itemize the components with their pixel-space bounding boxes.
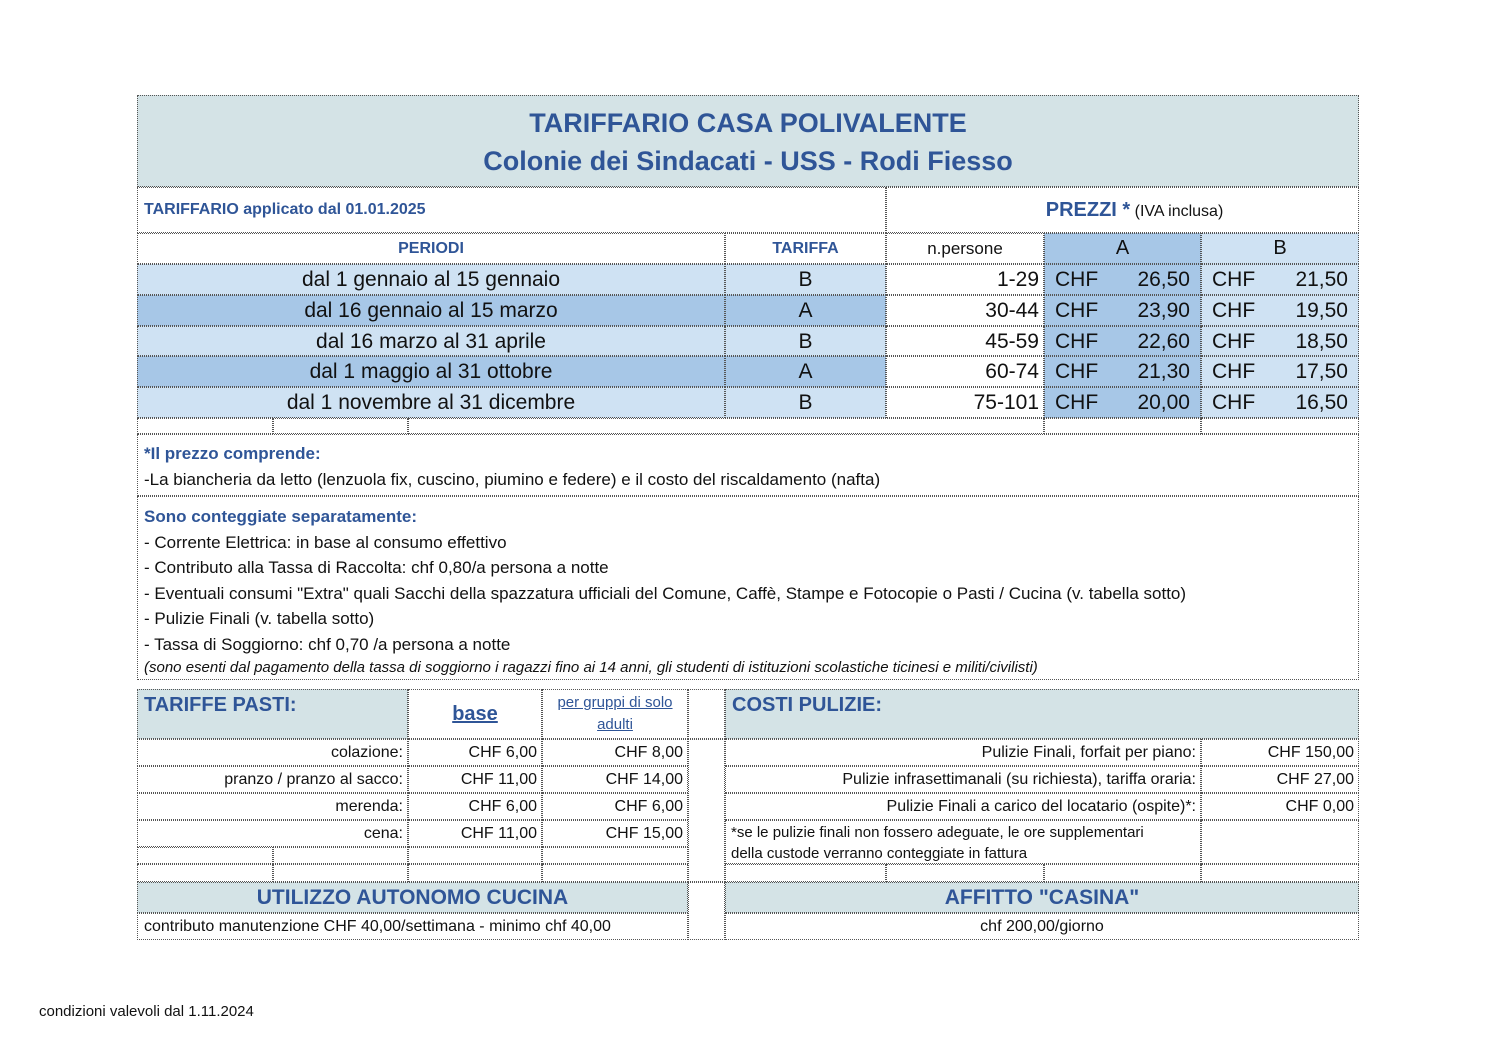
price-value: 21,30 [1137, 360, 1190, 383]
meals-adults-header [542, 689, 688, 739]
tariff-applied-cell [137, 187, 886, 233]
period-cell: dal 1 maggio al 31 ottobre [137, 356, 725, 387]
currency: CHF [1055, 268, 1099, 291]
persons-cell: 1-29 [886, 264, 1044, 295]
spacer-cell [1201, 418, 1359, 434]
price-value: 16,50 [1295, 391, 1348, 414]
price-value: 23,90 [1137, 299, 1190, 322]
currency: CHF [1055, 391, 1099, 414]
meal-base-price: CHF 6,00 [408, 739, 542, 766]
prices-label: PREZZI * [1045, 199, 1131, 221]
currency: CHF [1055, 360, 1099, 383]
price-b-cell [1201, 326, 1359, 356]
spacer-cell [1201, 820, 1359, 864]
period-cell: dal 16 marzo al 31 aprile [137, 326, 725, 356]
prices-header-cell [886, 187, 1359, 233]
price-b-cell [1201, 387, 1359, 418]
tariff-cell: B [725, 326, 886, 356]
vat-note: (IVA inclusa) [1134, 203, 1224, 220]
price-value: 17,50 [1295, 360, 1348, 383]
meal-base-price: CHF 6,00 [408, 793, 542, 820]
col-persons: n.persone [886, 233, 1044, 264]
price-value: 18,50 [1295, 330, 1348, 353]
meals-base-label: base [452, 703, 498, 725]
spacer-cell [137, 864, 273, 882]
cleaning-name: Pulizie Finali, forfait per piano: [725, 739, 1201, 766]
spacer-cell [137, 418, 273, 434]
col-tariff-a: A [1044, 233, 1201, 264]
separate-note: (sono esenti dal pagamento della tassa di soggiorno i ragazzi fino ai 14 anni, gli studenti di istituzioni scolastiche ticinesi e militi/civilisti) [144, 659, 1038, 676]
currency: CHF [1055, 330, 1099, 353]
cleaning-title: COSTI PULIZIE: [732, 694, 882, 716]
tariff-cell: B [725, 387, 886, 418]
meal-name: colazione: [137, 739, 408, 766]
meal-adults-price: CHF 14,00 [542, 766, 688, 793]
persons-cell: 45-59 [886, 326, 1044, 356]
cleaning-price: CHF 150,00 [1201, 739, 1359, 766]
meal-adults-price: CHF 8,00 [542, 739, 688, 766]
spacer-cell [542, 847, 688, 864]
currency: CHF [1212, 299, 1256, 322]
spacer-cell [1044, 418, 1201, 434]
currency: CHF [1212, 268, 1256, 291]
spacer-cell [1201, 864, 1359, 882]
kitchen-text: contributo manutenzione CHF 40,00/settimana - minimo chf 40,00 [137, 913, 688, 940]
cleaning-name: Pulizie infrasettimanali (su richiesta), tariffa oraria: [725, 766, 1201, 793]
included-box [137, 434, 1359, 496]
price-a-cell [1044, 356, 1201, 387]
persons-cell: 60-74 [886, 356, 1044, 387]
spacer-cell [408, 418, 1044, 434]
currency: CHF [1212, 391, 1256, 414]
price-value: 22,60 [1137, 330, 1190, 353]
tariff-applied-text: TARIFFARIO applicato dal 01.01.2025 [144, 201, 426, 218]
tariff-cell: B [725, 264, 886, 295]
price-a-cell [1044, 326, 1201, 356]
meal-name: cena: [137, 820, 408, 847]
separate-item: - Tassa di Soggiorno: chf 0,70 /a persona a notte [144, 634, 511, 654]
separate-item: - Eventuali consumi "Extra" quali Sacchi della spazzatura ufficiali del Comune, Caffè, Stampe e Fotocopie o Pasti / Cucina (v. tabella sotto) [144, 583, 1187, 603]
cleaning-note-cell [725, 820, 1201, 864]
spacer-cell [725, 864, 886, 882]
page-title: TARIFFARIO CASA POLIVALENTE [529, 108, 967, 138]
spacer-cell [1044, 864, 1201, 882]
spacer-cell [408, 847, 542, 864]
cleaning-price: CHF 27,00 [1201, 766, 1359, 793]
cleaning-name: Pulizie Finali a carico del locatario (ospite)*: [725, 793, 1201, 820]
meals-base-header [408, 689, 542, 739]
meal-adults-price: CHF 15,00 [542, 820, 688, 847]
gap-cell [688, 882, 725, 940]
persons-cell: 75-101 [886, 387, 1044, 418]
meals-title-cell [137, 689, 408, 739]
price-b-cell [1201, 295, 1359, 326]
price-b-cell [1201, 356, 1359, 387]
spacer-cell [542, 864, 688, 882]
separate-item: - Pulizie Finali (v. tabella sotto) [144, 609, 375, 628]
currency: CHF [1212, 360, 1256, 383]
kitchen-title: UTILIZZO AUTONOMO CUCINA [137, 882, 688, 913]
period-cell: dal 16 gennaio al 15 marzo [137, 295, 725, 326]
price-a-cell [1044, 264, 1201, 295]
separate-box [137, 496, 1359, 680]
price-value: 21,50 [1295, 268, 1348, 291]
meal-base-price: CHF 11,00 [408, 820, 542, 847]
separate-item: - Corrente Elettrica: in base al consumo effettivo [144, 532, 507, 552]
price-value: 20,00 [1137, 391, 1190, 414]
spacer-cell [137, 847, 273, 864]
meals-adults-label: per gruppi di solo adulti [557, 694, 673, 733]
cleaning-title-cell [725, 689, 1359, 739]
currency: CHF [1212, 330, 1256, 353]
col-tariff: TARIFFA [725, 233, 886, 264]
casina-title: AFFITTO "CASINA" [725, 882, 1359, 913]
separate-item: - Contributo alla Tassa di Raccolta: chf 0,80/a persona a notte [144, 558, 609, 577]
period-cell: dal 1 novembre al 31 dicembre [137, 387, 725, 418]
col-tariff-b: B [1201, 233, 1359, 264]
gap-cell [688, 739, 725, 882]
price-value: 19,50 [1295, 299, 1348, 322]
spacer-cell [273, 418, 408, 434]
gap-cell [688, 689, 725, 739]
meals-title: TARIFFE PASTI: [144, 694, 297, 716]
period-cell: dal 1 gennaio al 15 gennaio [137, 264, 725, 295]
included-text: -La biancheria da letto (lenzuola fix, cuscino, piumino e federe) e il costo del riscaldamento (nafta) [144, 469, 881, 489]
meal-adults-price: CHF 6,00 [542, 793, 688, 820]
footer-validity: condizioni valevoli dal 1.11.2024 [39, 1003, 254, 1020]
price-a-cell [1044, 387, 1201, 418]
page-subtitle: Colonie dei Sindacati - USS - Rodi Fiesso [483, 146, 1013, 176]
meal-name: merenda: [137, 793, 408, 820]
col-periods: PERIODI [137, 233, 725, 264]
currency: CHF [1055, 299, 1099, 322]
price-a-cell [1044, 295, 1201, 326]
persons-cell: 30-44 [886, 295, 1044, 326]
tariff-cell: A [725, 295, 886, 326]
separate-title: Sono conteggiate separatamente: [144, 507, 418, 526]
spacer-cell [408, 864, 542, 882]
tariff-cell: A [725, 356, 886, 387]
meal-base-price: CHF 11,00 [408, 766, 542, 793]
price-b-cell [1201, 264, 1359, 295]
header-banner [137, 95, 1359, 187]
included-title: *Il prezzo comprende: [144, 444, 321, 463]
cleaning-price: CHF 0,00 [1201, 793, 1359, 820]
spacer-cell [273, 864, 408, 882]
price-value: 26,50 [1137, 268, 1190, 291]
casina-text: chf 200,00/giorno [725, 913, 1359, 940]
cleaning-note-line1: *se le pulizie finali non fossero adeguate, le ore supplementari [731, 824, 1144, 841]
meal-name: pranzo / pranzo al sacco: [137, 766, 408, 793]
spacer-cell [886, 864, 1044, 882]
cleaning-note-line2: della custode verranno conteggiate in fattura [731, 845, 1028, 862]
spacer-cell [273, 847, 408, 864]
